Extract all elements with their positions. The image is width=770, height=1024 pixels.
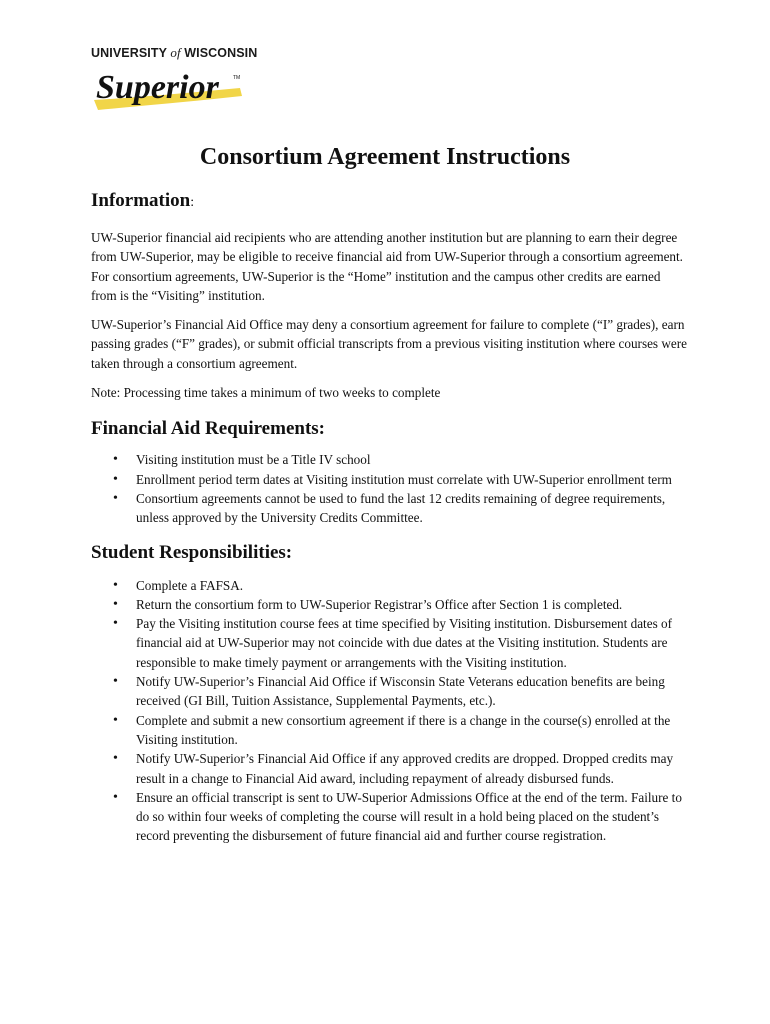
list-item: • Consortium agreements cannot be used to fund the last 12 credits remaining of degree requirements, unless approved by the University Credits Committee. xyxy=(91,489,687,528)
logo-text-of: of xyxy=(170,45,181,60)
logo-text-wisconsin: WISCONSIN xyxy=(180,46,258,60)
list-item: • Ensure an official transcript is sent to UW-Superior Admissions Office at the end of the term. Failure to do so within four weeks of completing the course will result in a hold being placed on the student’s record preventing the disbursement of future financial aid and further course registration. xyxy=(91,788,687,846)
university-logo xyxy=(88,44,258,114)
list-item: • Notify UW-Superior’s Financial Aid Office if Wisconsin State Veterans education benefits are being received (GI Bill, Tuition Assistance, Supplemental Payments, etc.). xyxy=(91,672,687,711)
information-note: Note: Processing time takes a minimum of two weeks to complete xyxy=(91,385,441,401)
page-title: Consortium Agreement Instructions xyxy=(199,144,571,170)
financial-aid-list xyxy=(91,450,687,527)
information-paragraph: UW-Superior’s Financial Aid Office may deny a consortium agreement for failure to complete (“I” grades), earn passing grades (“F” grades), or submit official transcripts from a previous visiting institution where courses were taken through a consortium agreement. xyxy=(91,317,687,371)
information-paragraph: UW-Superior financial aid recipients who are attending another institution but are planning to earn their degree from UW-Superior, may be eligible to receive financial aid from UW-Superior through a consortium agreement. For consortium agreements, UW-Superior is the “Home” institution and the campus other credits are earned from is the “Visiting” institution. xyxy=(91,230,683,303)
logo-text-university: UNIVERSITY xyxy=(91,46,171,60)
list-item: • Notify UW-Superior’s Financial Aid Office if any approved credits are dropped. Dropped credits may result in a change to Financial Aid award, including repayment of already disbursed funds. xyxy=(91,749,687,788)
list-item: • Visiting institution must be a Title IV school xyxy=(91,450,687,469)
logo-trademark: TM xyxy=(233,75,241,81)
information-heading-colon: : xyxy=(190,195,195,210)
student-responsibilities-list xyxy=(91,576,687,846)
logo-wordmark-graphic xyxy=(88,58,248,114)
document-body xyxy=(91,190,687,846)
list-item: • Enrollment period term dates at Visiting institution must correlate with UW-Superior enrollment term xyxy=(91,470,687,489)
information-heading-text: Information xyxy=(91,190,191,211)
student-responsibilities-heading: Student Responsibilities: xyxy=(91,541,293,563)
list-item: • Complete and submit a new consortium agreement if there is a change in the course(s) enrolled at the Visiting institution. xyxy=(91,711,687,750)
logo-wordmark: Superior xyxy=(96,69,219,106)
financial-aid-heading: Financial Aid Requirements: xyxy=(91,418,325,440)
information-heading xyxy=(91,190,687,212)
list-item: • Return the consortium form to UW-Superior Registrar’s Office after Section 1 is completed. xyxy=(91,595,687,614)
list-item: • Complete a FAFSA. xyxy=(91,576,687,595)
list-item: • Pay the Visiting institution course fees at time specified by Visiting institution. Disbursement dates of financial aid at UW-Superior may not coincide with due dates at the Visiting institution. Students are responsible to make timely payment or arrangements with the Visiting institution. xyxy=(91,614,687,672)
